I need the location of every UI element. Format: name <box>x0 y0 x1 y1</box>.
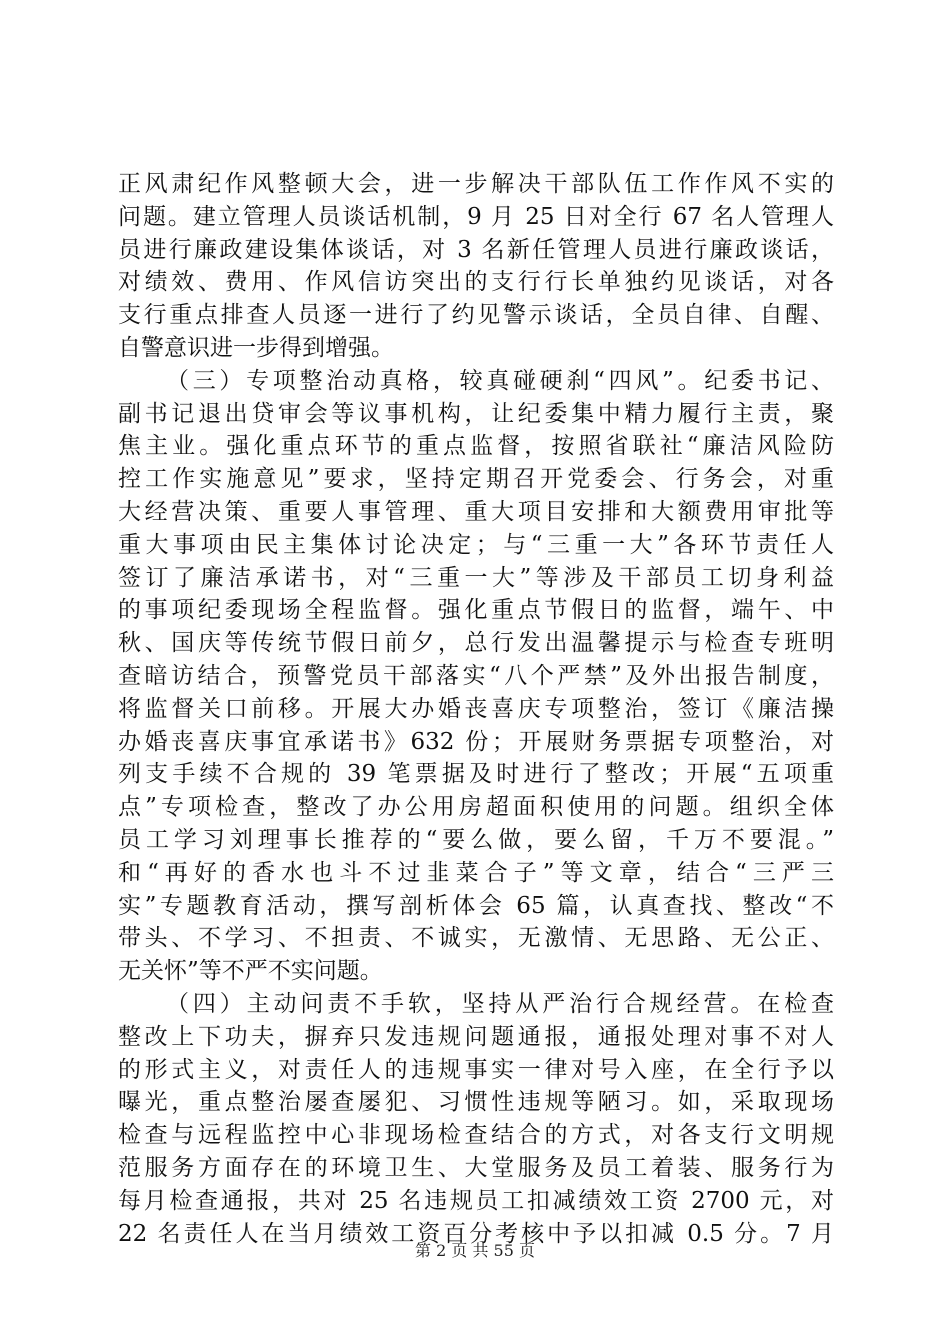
text-line: 控工作实施意见”要求，坚持定期召开党委会、行务会，对重 <box>118 466 834 493</box>
text-line: 正风肃纪作风整顿大会，进一步解决干部队伍工作作风不实的 <box>118 171 834 197</box>
text-line: 带头、不学习、不担责、不诚实，无激情、无思路、无公正、 <box>118 925 834 952</box>
text-line: 22 名责任人在当月绩效工资百分考核中予以扣减 0.5 分。7 月 <box>118 1220 834 1247</box>
text-line: 员进行廉政建设集体谈话，对 3 名新任管理人员进行廉政谈话， <box>118 236 834 263</box>
text-line: 自警意识进一步得到增强。 <box>118 334 394 361</box>
text-line: 无关怀”等不严不实问题。 <box>118 958 383 985</box>
text-line: 将监督关口前移。开展大办婚丧喜庆专项整治，签订《廉洁操 <box>118 695 834 722</box>
paragraph-heading-4: （四）主动问责不手软，坚持从严治行合规经营。在检查 <box>166 990 834 1017</box>
text-line: 检查与远程监控中心非现场检查结合的方式，对各支行文明规 <box>118 1122 834 1149</box>
text-line: 范服务方面存在的环境卫生、大堂服务及员工着装、服务行为 <box>118 1154 834 1181</box>
text-line: 点”专项检查，整改了办公用房超面积使用的问题。组织全体 <box>118 794 834 821</box>
paragraph-heading-3: （三）专项整治动真格，较真碰硬刹“四风”。纪委书记、 <box>166 367 834 394</box>
text-line: 整改上下功夫，摒弃只发违规问题通报，通报处理对事不对人 <box>118 1023 834 1050</box>
text-line: 秋、国庆等传统节假日前夕，总行发出温馨提示与检查专班明 <box>118 630 834 657</box>
text-line: 每月检查通报，共对 25 名违规员工扣减绩效工资 2700 元，对 <box>118 1187 834 1214</box>
text-line: 实”专题教育活动，撰写剖析体会 65 篇，认真查找、整改“不 <box>118 892 834 919</box>
text-line: 和“再好的香水也斗不过韭菜合子”等文章，结合“三严三 <box>118 859 834 886</box>
text-line: 大经营决策、重要人事管理、重大项目安排和大额费用审批等 <box>118 498 834 525</box>
text-line: 支行重点排查人员逐一进行了约见警示谈话，全员自律、自醒、 <box>118 302 834 329</box>
text-line: 的形式主义，对责任人的违规事实一律对号入座，在全行予以 <box>118 1056 834 1083</box>
text-line: 的事项纪委现场全程监督。强化重点节假日的监督，端午、中 <box>118 597 834 624</box>
text-line: 副书记退出贷审会等议事机构，让纪委集中精力履行主责，聚 <box>118 400 834 427</box>
text-line: 员工学习刘理事长推荐的“要么做，要么留，千万不要混。” <box>118 826 834 853</box>
text-line: 焦主业。强化重点环节的重点监督，按照省联社“廉洁风险防 <box>118 433 834 460</box>
body-text <box>118 168 834 1250</box>
text-line: 查暗访结合，预警党员干部落实“八个严禁”及外出报告制度， <box>118 662 834 689</box>
text-line: 曝光，重点整治屡查屡犯、习惯性违规等陋习。如，采取现场 <box>118 1089 834 1116</box>
text-line: 签订了廉洁承诺书，对“三重一大”等涉及干部员工切身利益 <box>118 564 834 591</box>
page-number: 第 2 页 共 55 页 <box>415 1241 535 1260</box>
text-line: 对绩效、费用、作风信访突出的支行行长单独约见谈话，对各 <box>118 269 834 296</box>
text-line: 重大事项由民主集体讨论决定；与“三重一大”各环节责任人 <box>118 531 834 558</box>
text-line: 问题。建立管理人员谈话机制，9 月 25 日对全行 67 名人管理人 <box>118 203 834 230</box>
text-line: 列支手续不合规的 39 笔票据及时进行了整改；开展“五项重 <box>118 761 834 788</box>
text-line: 办婚丧喜庆事宜承诺书》632 份；开展财务票据专项整治，对 <box>118 728 834 755</box>
